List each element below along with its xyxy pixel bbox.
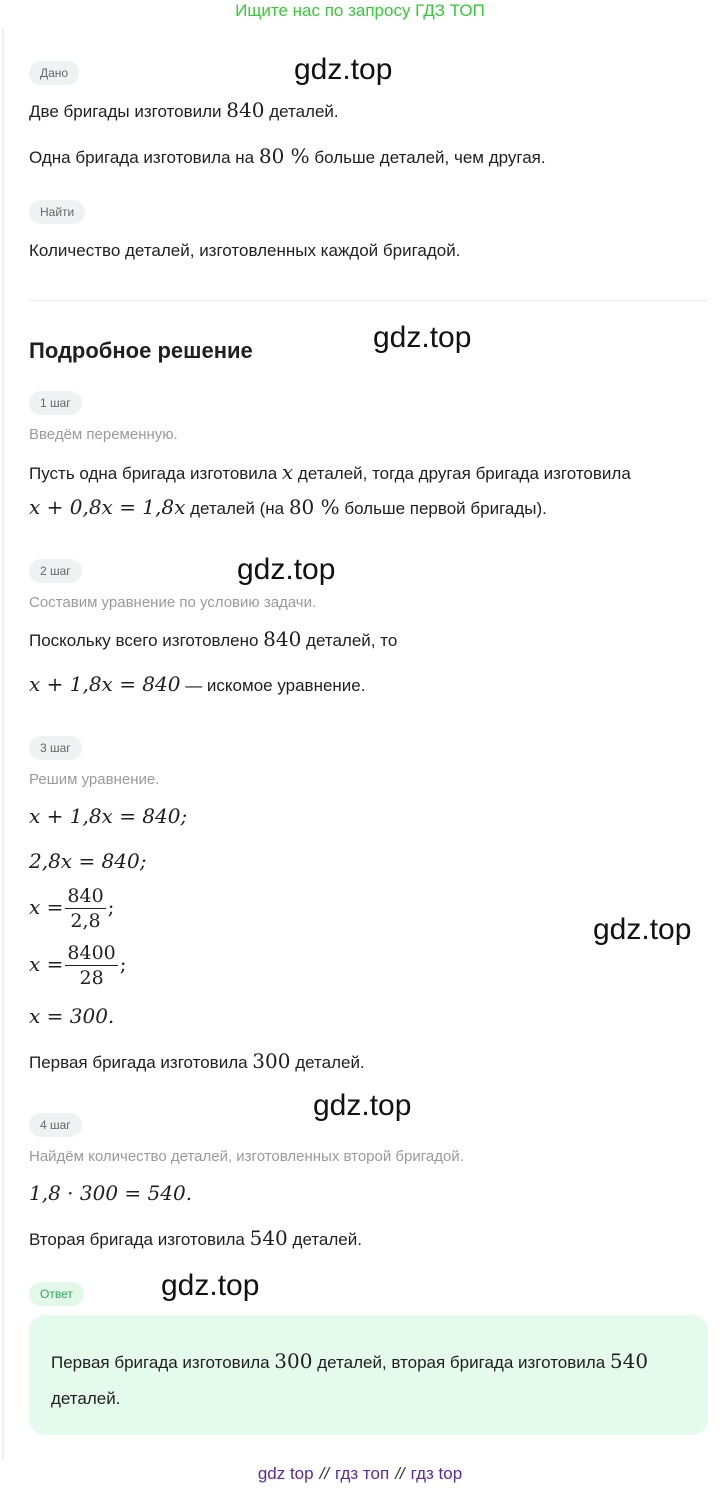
step-1-line-1: Пусть одна бригада изготовила x деталей, тогда другая бригада изготовила <box>29 460 631 484</box>
fraction-1: $\frac{840}{2,8}$ <box>67 885 104 932</box>
step-2-line-2: x + 1,8x = 840 — искомое уравнение. <box>29 672 366 696</box>
answer-badge: Ответ <box>29 1282 84 1306</box>
left-border <box>2 28 4 1460</box>
find-text: Количество деталей, изготовленных каждой бригадой. <box>29 241 461 260</box>
step-4-equation: 1,8 · 300 = 540. <box>29 1181 193 1205</box>
equation-2: 2,8x = 840; <box>29 849 147 873</box>
search-banner: Ищите нас по запросу ГДЗ ТОП <box>235 1 485 20</box>
step-1-hint: Введём переменную. <box>29 426 178 443</box>
footer-link-2[interactable]: гдз топ <box>335 1464 390 1483</box>
equation-1: x + 1,8x = 840; <box>29 804 188 828</box>
find-badge: Найти <box>29 200 85 224</box>
step-4-hint: Найдём количество деталей, изготовленных второй бригадой. <box>29 1148 464 1165</box>
step-2-badge: 2 шаг <box>29 559 82 583</box>
step-4-badge: 4 шаг <box>29 1113 82 1137</box>
given-badge: Дано <box>29 61 79 85</box>
step-4-result: Вторая бригада изготовила 540 деталей. <box>29 1226 362 1250</box>
watermark: gdz.top <box>593 913 692 946</box>
watermark: gdz.top <box>161 1269 260 1302</box>
solution-title: Подробное решение <box>29 338 253 363</box>
fraction-2: $\frac{8400}{28}$ <box>67 942 116 989</box>
answer-text: Первая бригада изготовила 300 деталей, вторая бригада изготовила 540 деталей. <box>51 1349 649 1408</box>
footer-links <box>0 1462 720 1486</box>
given-line-2: Одна бригада изготовила на 80 % больше деталей, чем другая. <box>29 144 546 168</box>
equation-5: x = 300. <box>29 1004 115 1028</box>
step-1-line-2: x + 0,8x = 1,8x деталей (на 80 % больше первой бригады). <box>29 495 547 519</box>
watermark: gdz.top <box>294 53 393 86</box>
equation-4: x = $\frac{8400}{28}$ ; <box>29 942 127 989</box>
section-divider <box>29 300 709 301</box>
given-line-1: Две бригады изготовили 840 деталей. <box>29 98 339 122</box>
footer-separator: // <box>319 1464 330 1483</box>
answer-box <box>29 1315 708 1435</box>
footer-separator: // <box>395 1464 405 1483</box>
watermark: gdz.top <box>237 553 336 586</box>
equation-3: x = $\frac{840}{2,8}$ ; <box>29 885 115 932</box>
step-2-hint: Составим уравнение по условию задачи. <box>29 594 317 611</box>
footer-link-3[interactable]: гдз top <box>410 1464 463 1483</box>
footer-link-1[interactable]: gdz top <box>257 1464 314 1483</box>
step-3-hint: Решим уравнение. <box>29 771 160 788</box>
watermark: gdz.top <box>373 321 472 354</box>
watermark: gdz.top <box>313 1089 412 1122</box>
step-1-badge: 1 шаг <box>29 391 82 415</box>
step-3-badge: 3 шаг <box>29 736 82 760</box>
step-2-line-1: Поскольку всего изготовлено 840 деталей, то <box>29 627 398 651</box>
step-3-result: Первая бригада изготовила 300 деталей. <box>29 1049 365 1073</box>
